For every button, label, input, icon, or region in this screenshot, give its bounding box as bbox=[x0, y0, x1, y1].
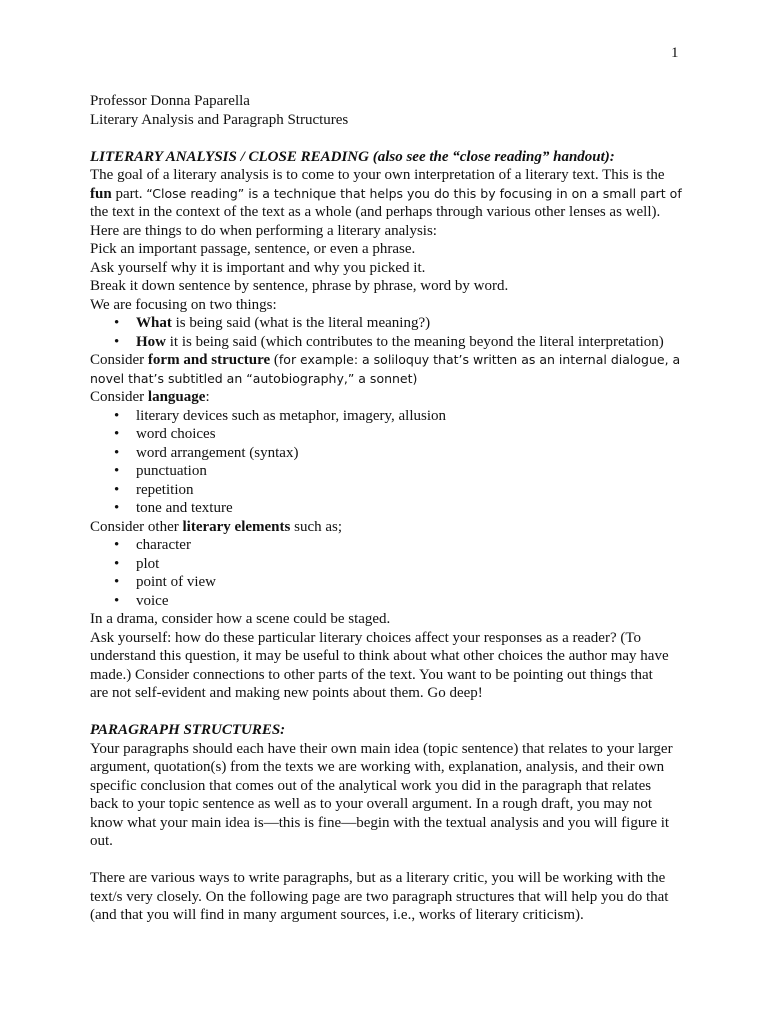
focus-intro: We are focusing on two things: bbox=[90, 296, 277, 313]
ask-yourself-line-3: made.) Consider connections to other parts of the text. You want to be pointing out things that bbox=[90, 666, 653, 683]
paragraph-1-line-4: back to your topic sentence as well as to your overall argument. In a rough draft, you may not bbox=[90, 796, 653, 812]
literary-elements-intro: Consider other literary elements such as; bbox=[90, 518, 343, 535]
list-item: • point of view bbox=[90, 573, 690, 592]
paragraph-2-line-1: There are various ways to write paragraphs, but as a literary critic, you will be working with the bbox=[90, 870, 666, 886]
intro-line-3: the text in the context of the text as a whole (and perhaps through various other lenses as well). bbox=[90, 204, 661, 220]
section-heading-paragraph-structures: PARAGRAPH STRUCTURES: bbox=[90, 722, 286, 738]
form-structure-line-1: Consider form and structure (for example: a soliloquy that’s written as an internal dialogue, a bbox=[90, 352, 681, 368]
list-item: • character bbox=[90, 536, 690, 555]
focus-list bbox=[90, 314, 690, 351]
section-heading-literary-analysis: LITERARY ANALYSIS / CLOSE READING (also see the “close reading” handout): bbox=[90, 148, 615, 165]
literary-elements-list bbox=[90, 536, 690, 610]
list-item: • repetition bbox=[90, 481, 690, 500]
paragraph-1-line-1: Your paragraphs should each have their own main idea (topic sentence) that relates to your larger bbox=[90, 740, 673, 757]
list-item: • literary devices such as metaphor, imagery, allusion bbox=[90, 407, 690, 426]
author-line: Professor Donna Paparella bbox=[90, 93, 250, 109]
list-item: • tone and texture bbox=[90, 499, 690, 518]
fun-emphasis: fun bbox=[90, 185, 112, 202]
language-intro: Consider language: bbox=[90, 389, 210, 405]
ask-yourself-line-1: Ask yourself: how do these particular literary choices affect your responses as a reader? (To bbox=[90, 629, 641, 646]
step-break-down: Break it down sentence by sentence, phrase by phrase, word by word. bbox=[90, 278, 509, 294]
list-item: • punctuation bbox=[90, 462, 690, 481]
list-item: • word choices bbox=[90, 425, 690, 444]
step-ask-why: Ask yourself why it is important and why you picked it. bbox=[90, 259, 426, 276]
close-reading-definition: “Close reading” is a technique that helps you do this by focusing in on a small part of bbox=[146, 185, 682, 201]
paragraph-1-line-5: know what your main idea is—this is fine—begin with the textual analysis and you will figure it bbox=[90, 814, 670, 831]
intro-line-4: Here are things to do when performing a literary analysis: bbox=[90, 222, 437, 239]
form-structure-line-2: novel that’s subtitled an “autobiography,” a sonnet) bbox=[90, 370, 418, 386]
intro-line-2: fun part. “Close reading” is a technique that helps you do this by focusing in on a small part of bbox=[90, 185, 682, 202]
paragraph-1-line-2: argument, quotation(s) from the texts we are working with, explanation, analysis, and their own bbox=[90, 759, 665, 775]
paragraph-2-line-3: (and that you will find in many argument sources, i.e., works of literary criticism). bbox=[90, 907, 584, 923]
paragraph-1-line-6: out. bbox=[90, 833, 113, 849]
document-body bbox=[90, 92, 690, 925]
ask-yourself-line-2: understand this question, it may be useful to think about what other choices the author may have bbox=[90, 648, 669, 664]
intro-line-1: The goal of a literary analysis is to come to your own interpretation of a literary text. This is the bbox=[90, 167, 665, 183]
list-item: • How it is being said (which contributes to the meaning beyond the literal interpretation) bbox=[90, 333, 690, 352]
ask-yourself-line-4: are not self-evident and making new points about them. Go deep! bbox=[90, 685, 483, 701]
step-pick-passage: Pick an important passage, sentence, or even a phrase. bbox=[90, 241, 416, 257]
list-item: • plot bbox=[90, 555, 690, 574]
drama-line: In a drama, consider how a scene could be staged. bbox=[90, 611, 391, 627]
language-list bbox=[90, 407, 690, 518]
list-item: • voice bbox=[90, 592, 690, 611]
paragraph-1-line-3: specific conclusion that comes out of the analytical work you did in the paragraph that relates bbox=[90, 777, 652, 794]
paragraph-2-line-2: text/s very closely. On the following page are two paragraph structures that will help you do that bbox=[90, 888, 669, 905]
document-title: Literary Analysis and Paragraph Structures bbox=[90, 111, 349, 128]
list-item: • What is being said (what is the literal meaning?) bbox=[90, 314, 690, 333]
list-item: • word arrangement (syntax) bbox=[90, 444, 690, 463]
page-number: 1 bbox=[671, 45, 679, 61]
